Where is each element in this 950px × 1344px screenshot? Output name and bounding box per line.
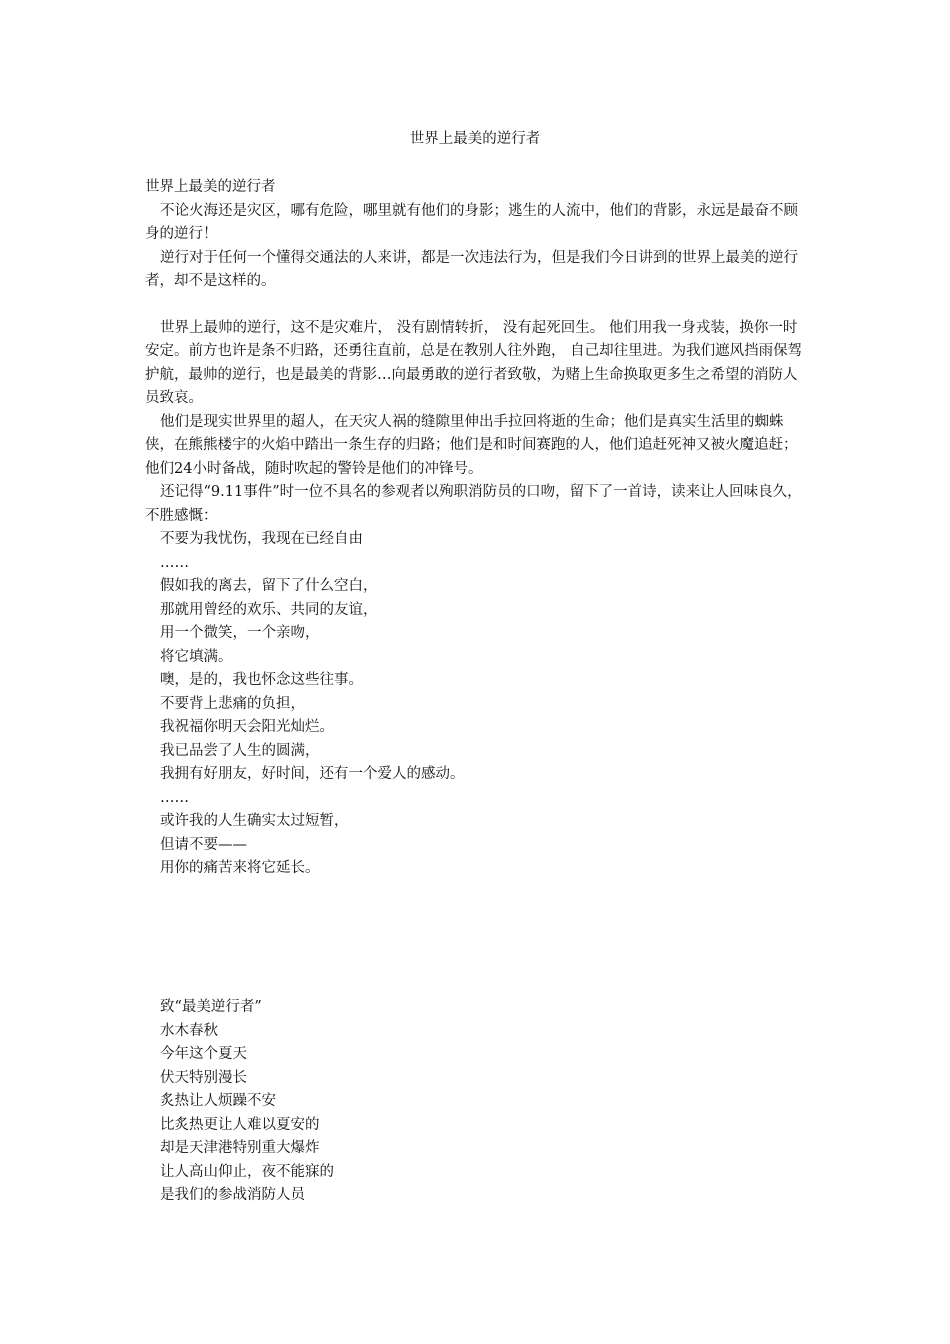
poem-title: 致“最美逆行者”	[160, 999, 262, 1015]
poem-author: 水木春秋	[160, 1022, 218, 1039]
body-paragraph-2: 他们是现实世界里的超人，在天灾人祸的缝隙里伸出手拉回将逝的生命；他们是真实生活里的蜘蛛侠，在熊熊楼宇的火焰中踏出一条生存的归路；他们是和时间赛跑的人，他们追赶死神又被火魔追赶；他们24小时备战，随时吹起的警铃是他们的冲锋号。	[145, 413, 798, 477]
poem-line: ……	[160, 789, 189, 806]
blank-line	[145, 294, 810, 317]
document-title: 世界上最美的逆行者	[409, 131, 541, 147]
poem-line: 或许我的人生确实太过短暂，	[160, 813, 349, 829]
poem-line: 那就用曾经的欢乐、共同的友谊，	[160, 601, 378, 618]
intro-paragraph-2: 逆行对于任何一个懂得交通法的人来讲，都是一次违法行为，但是我们今日讲到的世界上最美的逆行者，却不是这样的。	[145, 249, 798, 289]
poem-line: 将它填满。	[160, 648, 233, 665]
poem-line: 让人高山仰止，夜不能寐的	[160, 1163, 334, 1180]
intro-paragraph-1: 不论火海还是灾区，哪有危险，哪里就有他们的身影；逃生的人流中，他们的背影，永远是最奋不顾身的逆行！	[145, 202, 798, 242]
poem-line: 我祝福你明天会阳光灿烂。	[160, 719, 334, 735]
poem-line: 不要为我忧伤，我现在已经自由	[160, 531, 363, 547]
poem-line: 不要背上悲痛的负担，	[160, 695, 305, 712]
document-body	[145, 176, 810, 881]
poem-line: 是我们的参战消防人员	[160, 1187, 305, 1203]
poem-line: 却是天津港特别重大爆炸	[160, 1140, 320, 1156]
poem-line: 我拥有好朋友，好时间，还有一个爱人的感动。	[160, 766, 465, 782]
section-heading: 世界上最美的逆行者	[145, 179, 276, 195]
poem-line: 伏天特别漫长	[160, 1069, 247, 1086]
poem-line: 炙热让人烦躁不安	[160, 1093, 276, 1109]
poem-line: 用你的痛苦来将它延长。	[160, 860, 320, 876]
poem-line: 用一个微笑，一个亲吻，	[160, 625, 320, 641]
poem-tribute	[145, 996, 810, 1208]
poem-911	[145, 528, 810, 881]
poem-line: 比炙热更让人难以夏安的	[160, 1116, 320, 1133]
body-paragraph-1: 世界上最帅的逆行，这不是灾难片， 没有剧情转折， 没有起死回生。 他们用我一身戎装，换你一时安定。前方也许是条不归路，还勇往直前，总是在教别人往外跑， 自己却往里进。为我们遮风挡雨保驾护航，最帅的逆行，也是最美的背影…向最勇敢的逆行者致敬，为赌上生命换取更多生之希望的消防人员致哀。	[145, 319, 803, 406]
poem-line: 今年这个夏天	[160, 1046, 247, 1062]
poem-line: 我已品尝了人生的圆满，	[160, 742, 320, 759]
body-paragraph-3: 还记得“9.11事件”时一位不具名的参观者以殉职消防员的口吻，留下了一首诗，读来让人回味良久，不胜感慨：	[145, 484, 802, 524]
poem-line: 噢，是的，我也怀念这些往事。	[160, 672, 363, 688]
poem-line: 假如我的离去，留下了什么空白，	[160, 578, 378, 594]
poem-line: ……	[160, 554, 189, 571]
poem-line: 但请不要——	[160, 836, 247, 853]
